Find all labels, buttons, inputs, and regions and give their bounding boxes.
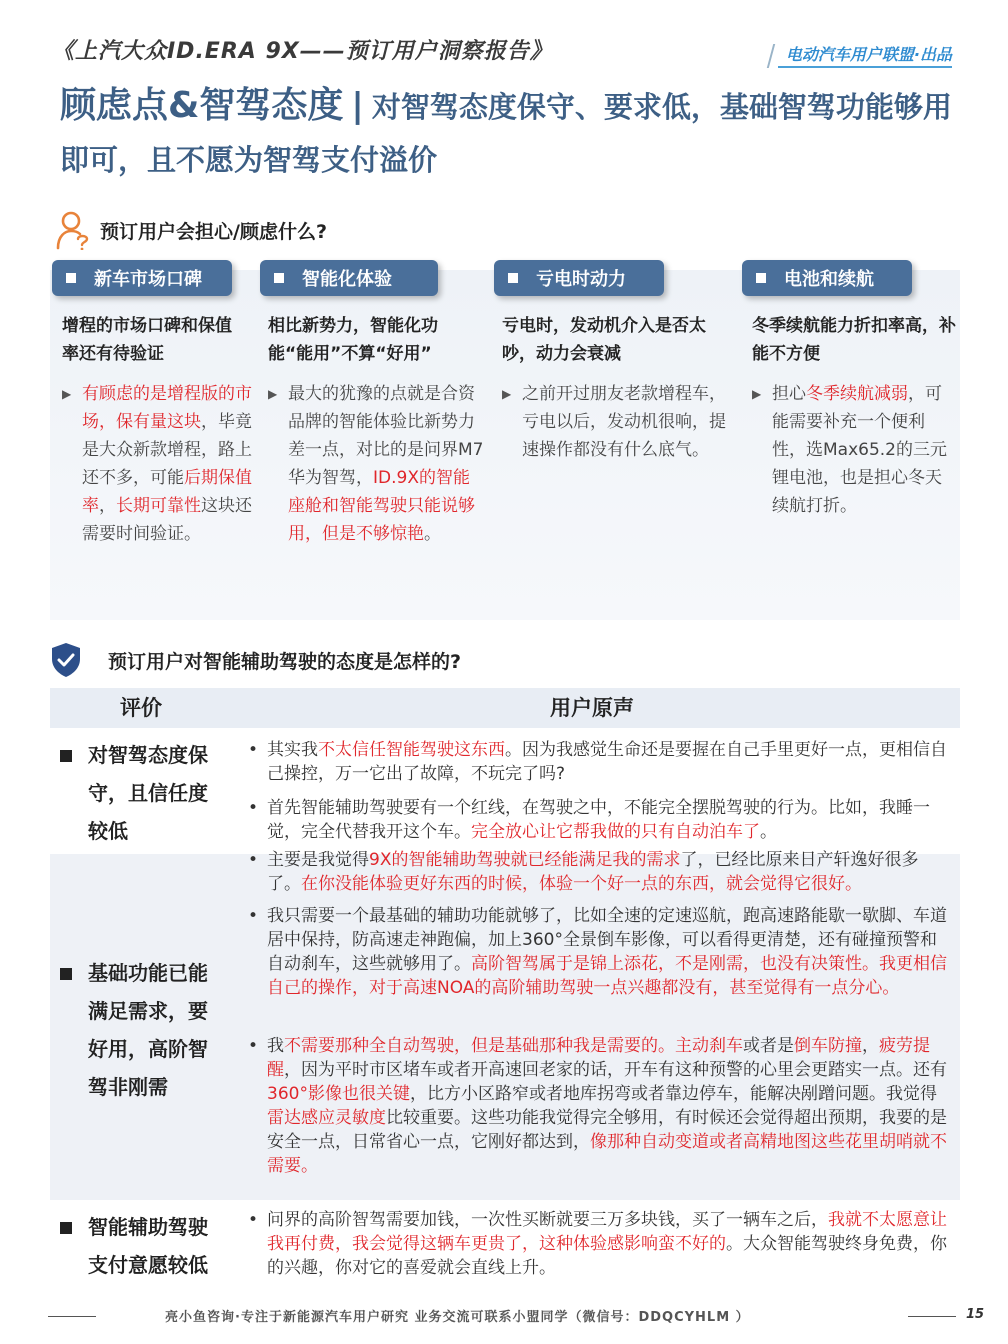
concern-subtitle: 冬季续航能力折扣率高，补能不方便: [752, 316, 956, 364]
table-row: [50, 1202, 960, 1296]
attitude-heading-text: 预订用户对智能辅助驾驶的态度是怎样的?: [108, 650, 462, 673]
concern-body: ▶ 最大的犹豫的点就是合资品牌的智能体验比新势力差一点，对比的是问界M7华为智驾，ID.9X的智能座舱和智能驾驶只能说够用，但是不够惊艳。: [268, 384, 484, 544]
row-label: 基础功能已能满足需求，要好用，高阶智驾非刚需: [60, 954, 220, 1106]
concern-subtitle: 相比新势力，智能化功能“能用”不算“好用”: [268, 316, 438, 364]
table-header: [50, 688, 960, 728]
table-row: [50, 728, 960, 843]
title-separator: |: [351, 86, 364, 126]
user-quote: • 主要是我觉得9X的智能辅助驾驶就已经能满足我的需求了，已经比原来日产轩逸好很多了。在你没能体验更好东西的时候，体验一个好一点的东西，就会觉得它很好。: [248, 850, 919, 894]
concern-body: ▶ 担心冬季续航减弱，可能需要补充一个便利性，选Max65.2的三元锂电池，也是担心冬天续航打折。: [752, 384, 947, 516]
page-number: 15: [966, 1307, 985, 1322]
footer-rule-left: [48, 1316, 96, 1317]
user-quote: • 其实我不太信任智能驾驶这东西。因为我感觉生命还是要握在自己手里更好一点，更相信自己操控，万一它出了故障，不玩完了吗?: [248, 740, 947, 784]
brand-label: 电动汽车用户联盟·出品: [785, 45, 952, 64]
concern-body: ▶ 之前开过朋友老款增程车，亏电以后，发动机很响，提速操作都没有什么底气。: [502, 384, 726, 460]
row-label: 智能辅助驾驶支付意愿较低: [60, 1208, 220, 1284]
column-header-quotes: 用户原声: [550, 696, 634, 720]
user-quote: • 我只需要一个最基础的辅助功能就够了，比如全速的定速巡航，跑高速路能歇一歇脚、车道居中保持，防高速走神跑偏，加上360°全景倒车影像，可以看得更清楚，还有碰撞预警和自动刹车，这些就够用了。高阶智驾属于是锦上添花，不是刚需，也没有决策性。我更相信自己的操作，对于高速NOA的高阶辅助驾驶一点兴趣都没有，甚至觉得有一点分心。: [248, 906, 947, 998]
concern-tag: 电池和续航: [742, 260, 912, 296]
table-row: [50, 850, 960, 1200]
concern-subtitle: 增程的市场口碑和保值率还有待验证: [62, 316, 232, 364]
concern-subtitle: 亏电时，发动机介入是否太吵，动力会衰减: [502, 316, 706, 364]
footer-text: 亮小鱼咨询·专注于新能源汽车用户研究 业务交流可联系小盟同学（微信号：DDQCYHLM ）: [165, 1310, 750, 1325]
brand-underline: [778, 66, 952, 68]
report-title: 《上汽大众ID.ERA 9X——预订用户洞察报告》: [52, 39, 553, 64]
concern-tag: 亏电时动力: [494, 260, 664, 296]
concern-body: ▶ 有顾虑的是增程版的市场，保有量这块，毕竟是大众新款增程，路上还不多，可能后期保值率，长期可靠性这块还需要时间验证。: [62, 384, 252, 544]
column-header-evaluation: 评价: [120, 696, 162, 720]
user-quote: • 首先智能辅助驾驶要有一个红线，在驾驶之中，不能完全摆脱驾驶的行为。比如，我睡一觉，完全代替我开这个车。完全放心让它帮我做的只有自动泊车了。: [248, 798, 930, 842]
user-quote: • 问界的高阶智驾需要加钱，一次性买断就要三万多块钱，买了一辆车之后，我就不太愿意让我再付费，我会觉得这辆车更贵了，这种体验感影响蛮不好的。大众智能驾驶终身免费，你的兴趣，你对它的喜爱就会直线上升。: [248, 1210, 947, 1278]
title-topic: 顾虑点&智驾态度: [60, 85, 344, 126]
concern-tag: 新车市场口碑: [52, 260, 232, 296]
person-question-icon: [56, 210, 90, 250]
shield-check-icon: [50, 642, 82, 678]
row-label: 对智驾态度保守，且信任度较低: [60, 736, 220, 850]
concern-tag: 智能化体验: [260, 260, 438, 296]
header-divider: [767, 44, 775, 68]
footer-rule-right: [908, 1316, 956, 1317]
user-quote: • 我不需要那种全自动驾驶，但是基础那种我是需要的。主动刹车或者是倒车防撞，疲劳提醒，因为平时市区堵车或者开高速回老家的话，开车有这种预警的心里会更踏实一点。还有360°影像也很关键，比方小区路窄或者地库拐弯或者靠边停车，能解决剐蹭问题。我觉得雷达感应灵敏度比较重要。这些功能我觉得完全够用，有时候还会觉得超出预期，我要的是安全一点，日常省心一点，它刚好都达到，像那种自动变道或者高精地图这些花里胡哨就不需要。: [248, 1036, 947, 1176]
concerns-heading: [56, 210, 327, 250]
page-title: [60, 82, 960, 189]
title-summary: 对智驾态度保守、要求低，基础智驾功能够用即可，且不愿为智驾支付溢价: [60, 90, 952, 177]
concerns-heading-text: 预订用户会担心/顾虑什么?: [100, 220, 327, 243]
attitude-heading: [50, 640, 461, 680]
